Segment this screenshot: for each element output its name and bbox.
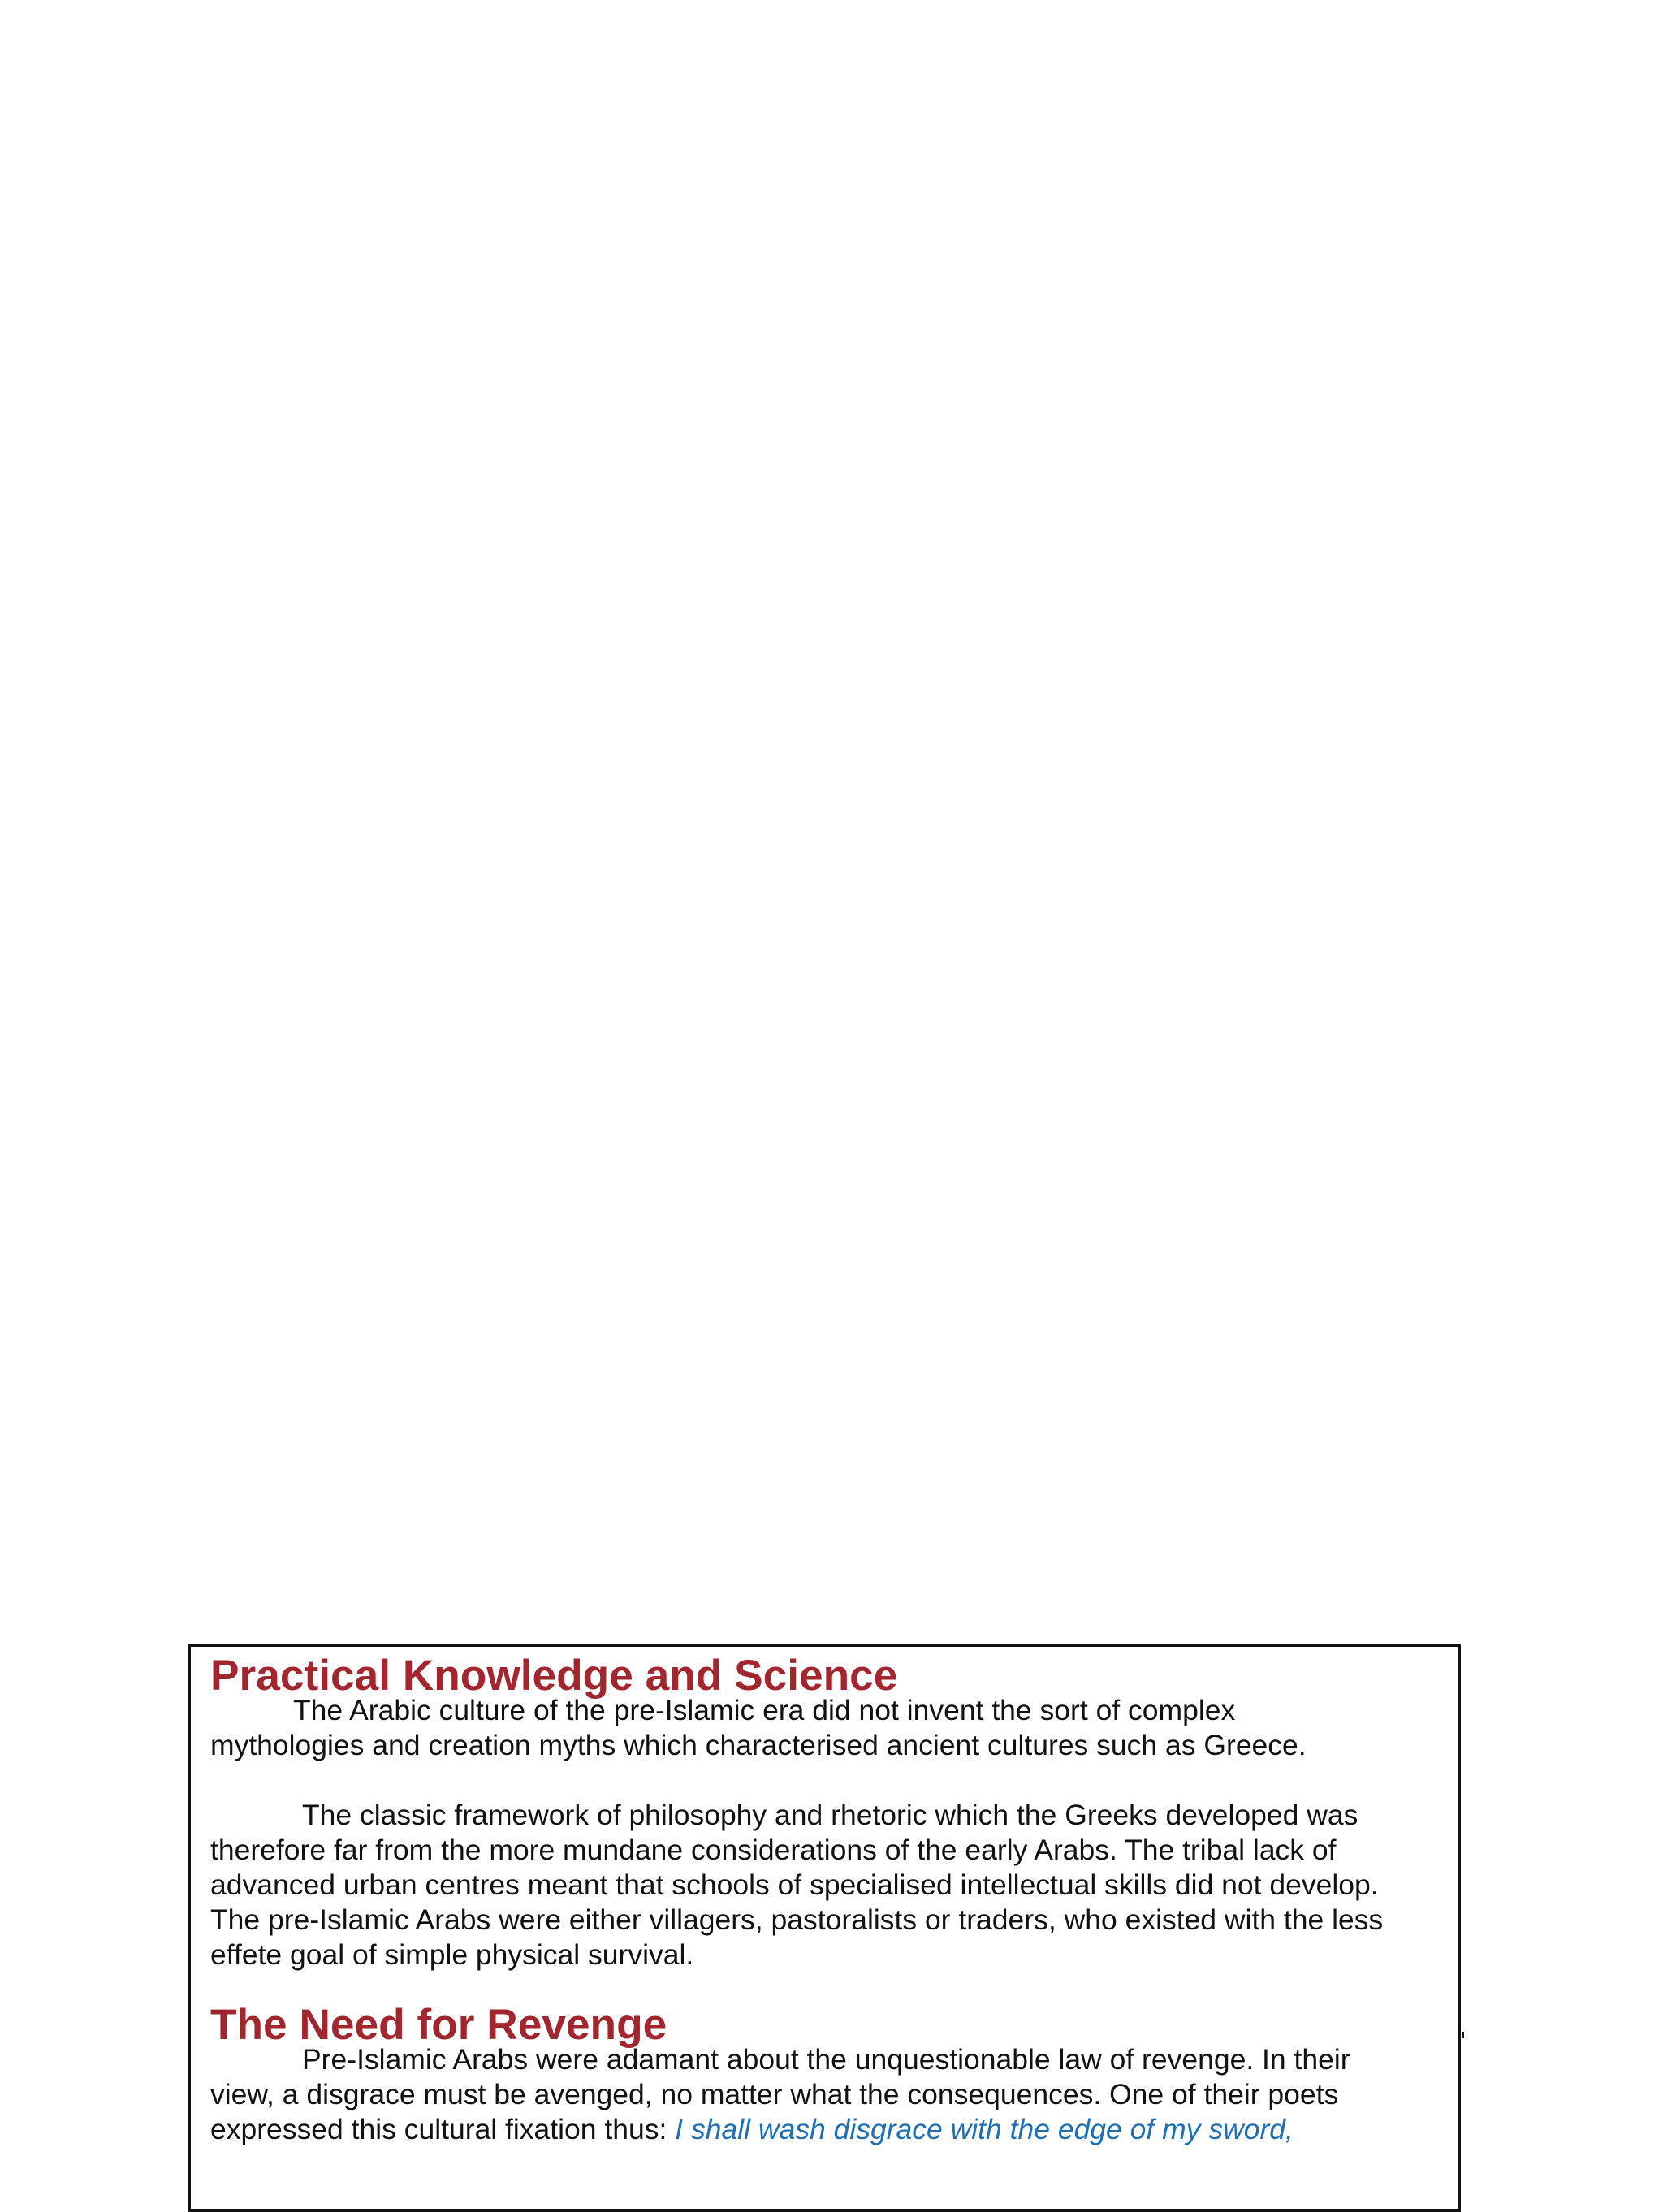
paragraph-revenge (210, 2042, 1461, 2147)
paragraph-greek-framework (210, 1798, 1461, 1972)
line: advanced urban centres meant that schools of specialised intellectual skills did not develop. (210, 1869, 1379, 1901)
paragraph-gap (210, 1763, 1461, 1798)
paragraph-arabic-culture (210, 1693, 1461, 1763)
poem-quote: I shall wash disgrace with the edge of my sword, (675, 2113, 1294, 2145)
line: expressed this cultural fixation thus: (210, 2113, 676, 2145)
line: mythologies and creation myths which characterised ancient cultures such as Greece. (210, 1729, 1307, 1761)
section-heading-practical-knowledge: Practical Knowledge and Science (210, 1652, 898, 1700)
line: The classic framework of philosophy and rhetoric which the Greeks developed was (302, 1799, 1358, 1831)
line: The Arabic culture of the pre-Islamic era did not invent the sort of complex (293, 1694, 1236, 1726)
line: therefore far from the more mundane considerations of the early Arabs. The tribal lack of (210, 1834, 1337, 1866)
line: Pre-Islamic Arabs were adamant about the unquestionable law of revenge. In their (302, 2043, 1350, 2076)
section-heading-need-for-revenge: The Need for Revenge (210, 2001, 667, 2049)
stray-mark (1462, 2032, 1464, 2038)
document-body (210, 1652, 1461, 2147)
line: view, a disgrace must be avenged, no matter what the consequences. One of their poets (210, 2078, 1339, 2110)
line: effete goal of simple physical survival. (210, 1938, 694, 1971)
line: The pre-Islamic Arabs were either villagers, pastoralists or traders, who existed with the less (210, 1903, 1384, 1936)
